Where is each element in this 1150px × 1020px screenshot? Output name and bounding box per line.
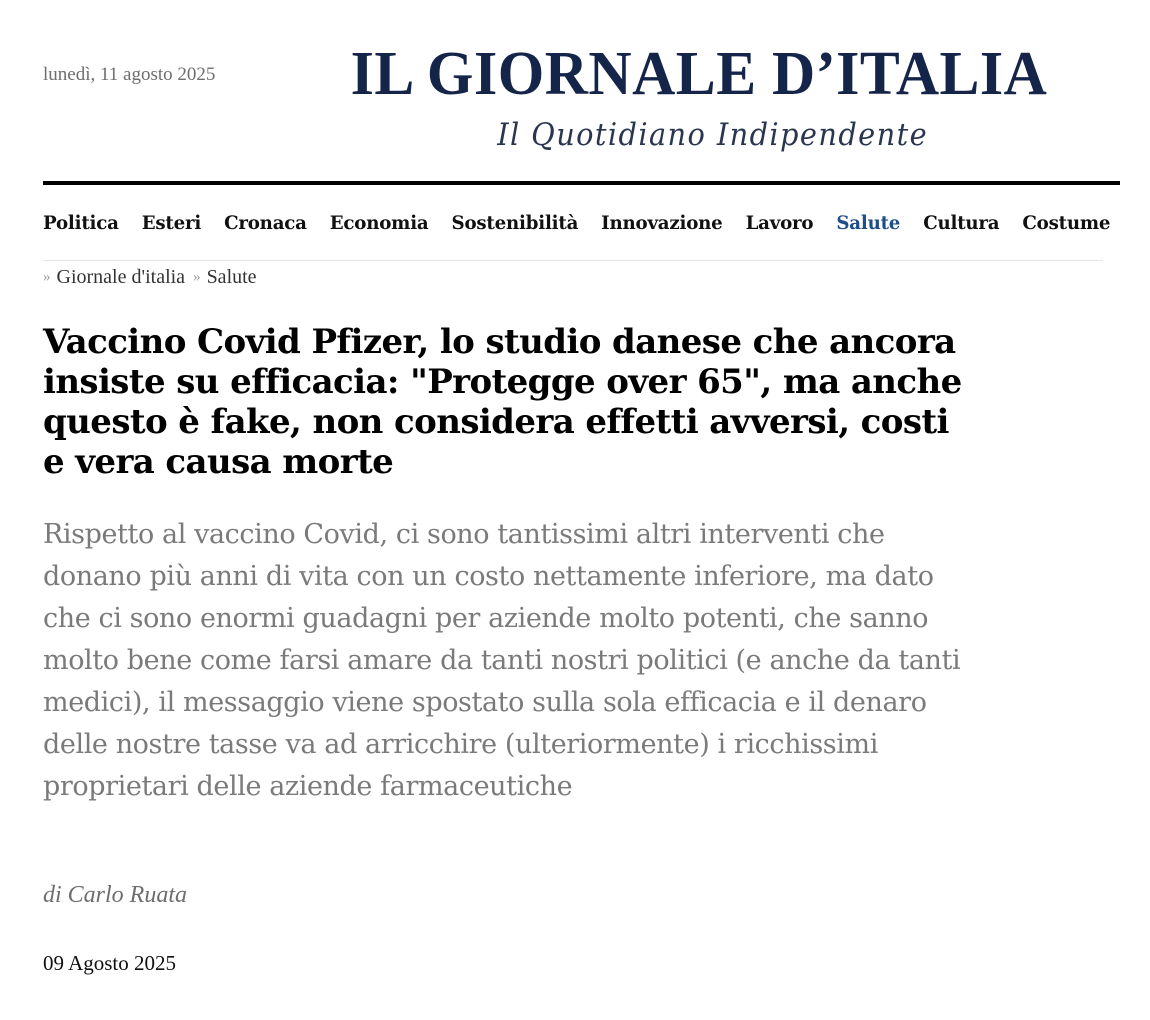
breadcrumb-separator: » bbox=[43, 268, 51, 285]
nav-item-esteri[interactable]: Esteri bbox=[141, 212, 202, 234]
nav-item-innovazione[interactable]: Innovazione bbox=[601, 212, 723, 234]
header-divider bbox=[43, 181, 1120, 185]
nav-item-economia[interactable]: Economia bbox=[329, 212, 429, 234]
site-logo[interactable] bbox=[338, 38, 1048, 157]
logo-subtitle: Il Quotidiano Indipendente bbox=[497, 117, 929, 153]
nav-item-lavoro[interactable]: Lavoro bbox=[745, 212, 814, 234]
logo-title: IL GIORNALE D’ITALIA bbox=[350, 40, 1048, 108]
breadcrumb bbox=[43, 264, 265, 290]
article-title: Vaccino Covid Pfizer, lo studio danese che ancora insiste su efficacia: "Protegge over 65", ma anche questo è fake, non considera effetti avversi, costi e vera causa morte bbox=[43, 322, 962, 482]
nav-item-costume[interactable]: Costume bbox=[1022, 212, 1111, 234]
nav-item-salute[interactable]: Salute bbox=[836, 212, 901, 234]
nav-item-sostenibilita[interactable]: Sostenibilità bbox=[451, 212, 579, 234]
breadcrumb-separator: » bbox=[193, 268, 201, 285]
nav-item-cronaca[interactable]: Cronaca bbox=[224, 212, 307, 234]
article-summary: Rispetto al vaccino Covid, ci sono tantissimi altri interventi che donano più anni di vita con un costo nettamente inferiore, ma dato che ci sono enormi guadagni per aziende molto potenti, che sanno molto bene come farsi amare da tanti nostri politici (e anche da tanti medici), il messaggio viene spostato sulla sola efficacia e il denaro delle nostre tasse va ad arricchire (ulteriormente) i ricchissimi proprietari delle aziende farmaceutiche bbox=[43, 519, 961, 802]
current-date: lunedì, 11 agosto 2025 bbox=[43, 64, 216, 85]
breadcrumb-section-link[interactable]: Salute bbox=[206, 265, 257, 288]
breadcrumb-home-link[interactable]: Giornale d'italia bbox=[56, 265, 186, 288]
main-navigation bbox=[43, 208, 1120, 238]
site-header bbox=[0, 0, 1150, 185]
article-date: 09 Agosto 2025 bbox=[43, 951, 177, 975]
article-author[interactable]: di Carlo Ruata bbox=[43, 882, 188, 908]
nav-divider bbox=[43, 260, 1103, 261]
nav-item-cultura[interactable]: Cultura bbox=[923, 212, 1000, 234]
nav-item-politica[interactable]: Politica bbox=[43, 212, 119, 234]
